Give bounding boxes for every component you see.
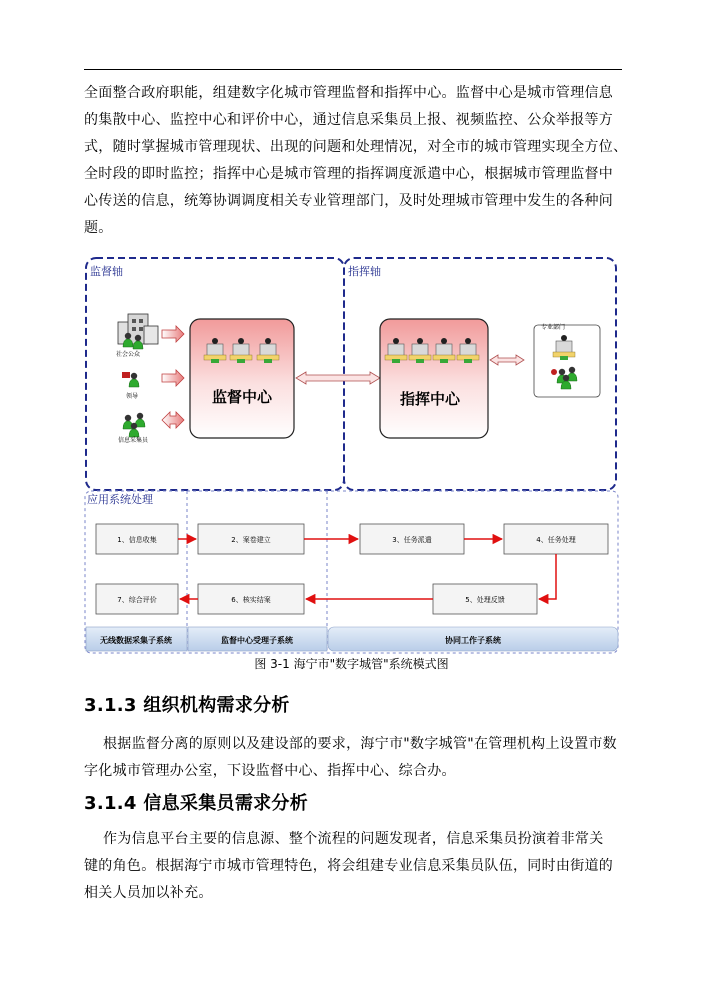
arrow-public [162,326,184,342]
subsystem-label: 无线数据采集子系统 [100,636,172,645]
step-label: 2、案卷建立 [231,536,271,544]
intro-line: 题。 [84,220,113,236]
section-heading: 3.1.4 信息采集员需求分析 [84,793,309,814]
intro-line: 全时段的即时监控；指挥中心是城市管理的指挥调度派遣中心，根据城市管理监督中 [84,166,614,182]
paragraph-line: 作为信息平台主要的信息源、整个流程的问题发现者，信息采集员扮演着非常关 [84,831,604,847]
buildings-icon [118,314,158,349]
supervise-axis-label: 监督轴 [90,265,123,278]
center-link-arrow [296,372,380,384]
paragraph-line: 字化城市管理办公室，下设监督中心、指挥中心、综合办。 [84,763,456,779]
app-section-label: 应用系统处理 [87,493,153,506]
arrow-leader [162,370,184,386]
header-rule [84,69,622,70]
supervision-center-box [190,319,294,438]
figure-caption: 图 3-1 海宁市"数字城管"系统模式图 [254,657,449,671]
command-axis-label: 指挥轴 [348,265,381,278]
paragraph-line: 根据监督分离的原则以及建设部的要求，海宁市"数字城管"在管理机构上设置市数 [84,736,617,752]
leader-icon [122,372,139,387]
step-label: 3、任务派遣 [392,536,432,544]
command-center-box [380,319,488,438]
collector-icon [123,413,145,437]
paragraph-line: 相关人员加以补充。 [84,885,213,901]
dept-label: 专业部门 [541,324,566,331]
source-label-leader: 领导 [126,393,139,400]
system-mode-diagram [84,256,620,656]
intro-line: 式，随时掌握城市管理现状、出现的问题和处理情况，对全市的城市管理实现全方位、 [84,139,628,155]
section-heading: 3.1.3 组织机构需求分析 [84,695,290,716]
source-label-public: 社会公众 [116,351,141,358]
intro-line: 的集散中心、监控中心和评价中心，通过信息采集员上报、视频监控、公众举报等方 [84,112,614,128]
step-label: 4、任务处理 [536,536,576,544]
dept-link-arrow [490,355,524,365]
supervision-center-label: 监督中心 [211,388,273,406]
step-label: 7、综合评价 [117,596,157,604]
source-label-collector: 信息采集员 [118,437,149,444]
step-label: 1、信息收集 [117,536,157,544]
subsystem-label: 协同工作子系统 [445,636,501,645]
intro-line: 心传送的信息，统筹协调调度相关专业管理部门，及时处理城市管理中发生的各种问 [84,193,614,209]
command-center-label: 指挥中心 [399,390,461,408]
arrow-collector [162,412,184,428]
flow-arrow [539,554,556,599]
step-label: 6、核实结案 [231,596,271,604]
subsystem-label: 监督中心受理子系统 [221,636,293,645]
intro-line: 全面整合政府职能，组建数字化城市管理监督和指挥中心。监督中心是城市管理信息 [84,85,614,101]
section-paragraph [84,731,619,785]
step-label: 5、处理反馈 [465,596,505,604]
intro-paragraph [84,80,628,242]
paragraph-line: 键的角色。根据海宁市城市管理特色，将会组建专业信息采集员队伍，同时由街道的 [84,858,614,874]
section-paragraph [84,826,619,907]
